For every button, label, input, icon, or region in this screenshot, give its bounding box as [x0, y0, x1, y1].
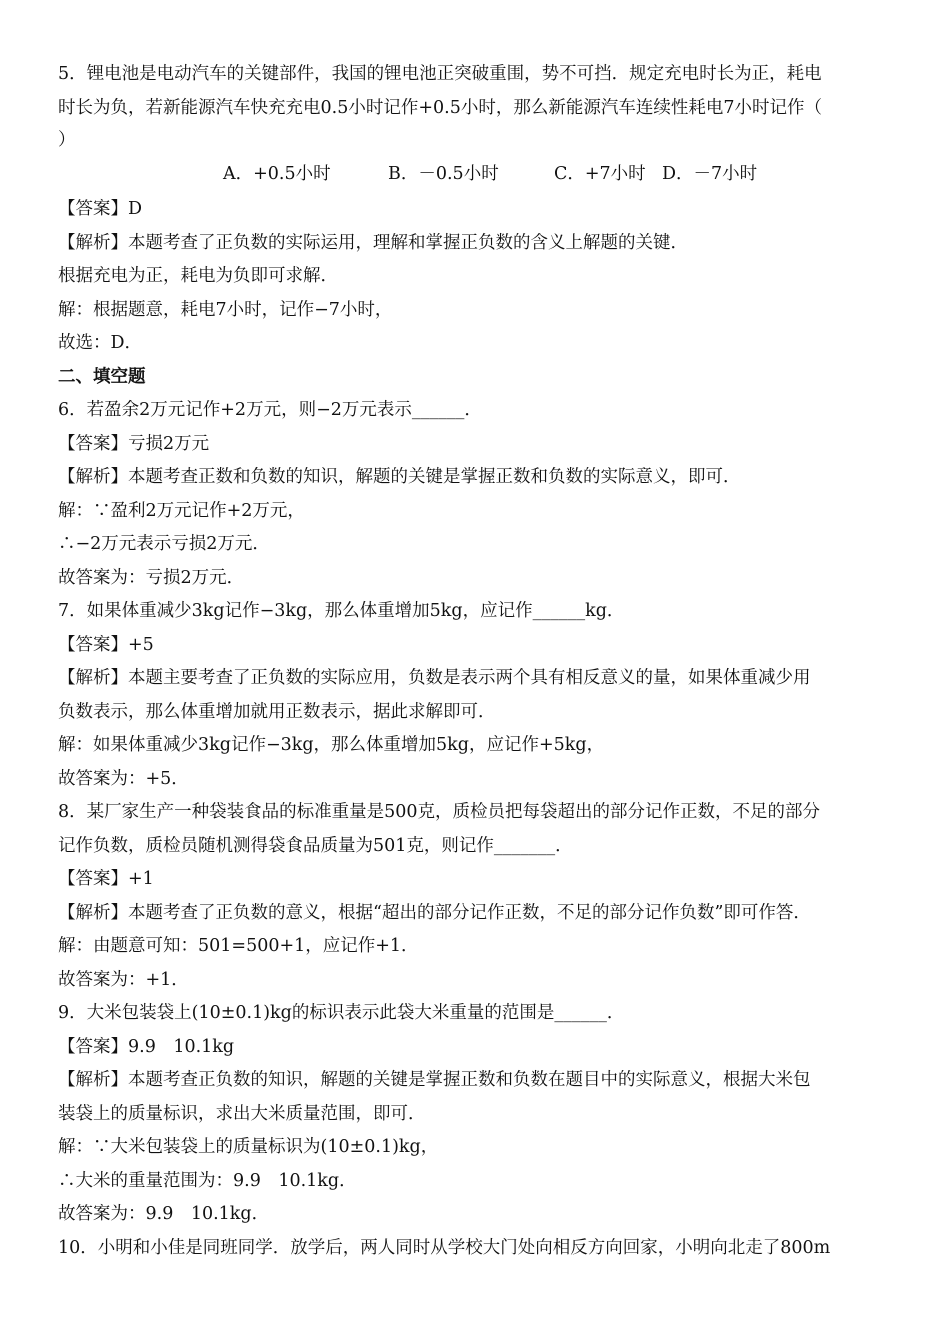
q8-analysis: 【解析】本题考查了正负数的意义，根据“超出的部分记作正数，不足的部分记作负数”即可作答． — [58, 903, 811, 923]
q8-stem-line-2: 记作负数，质检员随机测得袋食品质量为501克，则记作_______． — [58, 836, 573, 856]
q5-option-c: C．+7小时 — [554, 164, 646, 184]
q10-stem-line-1: 10．小明和小佳是同班同学．放学后，两人同时从学校大门处向相反方向回家，小明向北走了800m — [58, 1238, 831, 1258]
q5-solution-line: 根据充电为正，耗电为负即可求解． — [58, 266, 338, 286]
q7-solution-line: 解：如果体重减少3kg记作−3kg，那么体重增加5kg，应记作+5kg， — [58, 735, 605, 755]
q9-solution-line: 解：∵大米包装袋上的质量标识为(10±0.1)kg， — [58, 1137, 439, 1157]
q9-solution-line: 故答案为：9.9 10.1kg． — [58, 1204, 270, 1224]
section-title: 二、填空题 — [58, 367, 146, 387]
q5-solution-line: 故选：D． — [58, 333, 143, 353]
q5-solution-line: 解：根据题意，耗电7小时，记作−7小时， — [58, 300, 393, 320]
q5-stem-line-2: 时长为负，若新能源汽车快充充电0.5小时记作+0.5小时，那么新能源汽车连续性耗电7小时记作（ — [58, 98, 822, 118]
q8-solution-line: 解：由题意可知：501=500+1，应记作+1． — [58, 936, 419, 956]
q8-stem-line-1: 8．某厂家生产一种袋装食品的标准重量是500克，质检员把每袋超出的部分记作正数，不足的部分 — [58, 802, 821, 822]
q9-analysis-line-2: 装袋上的质量标识，求出大米质量范围，即可． — [58, 1104, 426, 1124]
q6-answer: 【答案】亏损2万元 — [58, 434, 210, 454]
q7-analysis-line-1: 【解析】本题主要考查了正负数的实际应用，负数是表示两个具有相反意义的量，如果体重减少用 — [58, 668, 811, 688]
q7-answer: 【答案】+5 — [58, 635, 154, 655]
q5-stem-line-1: 5．锂电池是电动汽车的关键部件，我国的锂电池正突破重围，势不可挡．规定充电时长为正，耗电 — [58, 64, 822, 84]
q9-analysis-line-1: 【解析】本题考查正负数的知识，解题的关键是掌握正数和负数在题目中的实际意义，根据大米包 — [58, 1070, 811, 1090]
q7-analysis-line-2: 负数表示，那么体重增加就用正数表示，据此求解即可． — [58, 702, 496, 722]
q6-analysis: 【解析】本题考查正数和负数的知识，解题的关键是掌握正数和负数的实际意义，即可． — [58, 467, 741, 487]
q5-option-a: A．+0.5小时 — [223, 164, 331, 184]
q9-answer: 【答案】9.9 10.1kg — [58, 1037, 235, 1057]
q8-solution-line: 故答案为：+1． — [58, 970, 189, 990]
q6-solution-line: 故答案为：亏损2万元． — [58, 568, 245, 588]
q6-stem: 6．若盈余2万元记作+2万元，则−2万元表示______． — [58, 400, 482, 420]
q7-solution-line: 故答案为：+5． — [58, 769, 189, 789]
q6-solution-line: ∴−2万元表示亏损2万元． — [58, 534, 270, 554]
q7-stem: 7．如果体重减少3kg记作−3kg，那么体重增加5kg，应记作______kg． — [58, 601, 625, 621]
q5-analysis: 【解析】本题考查了正负数的实际运用，理解和掌握正负数的含义上解题的关键． — [58, 233, 688, 253]
q8-answer: 【答案】+1 — [58, 869, 154, 889]
q5-answer: 【答案】D — [58, 199, 143, 219]
q9-solution-line: ∴大米的重量范围为：9.9 10.1kg． — [58, 1171, 357, 1191]
q5-option-d: D．－7小时 — [662, 164, 758, 184]
q5-stem-line-3: ） — [58, 130, 76, 150]
q5-option-b: B．－0.5小时 — [388, 164, 499, 184]
q6-solution-line: 解：∵盈利2万元记作+2万元， — [58, 501, 305, 521]
q9-stem: 9．大米包装袋上(10±0.1)kg的标识表示此袋大米重量的范围是______． — [58, 1003, 625, 1023]
